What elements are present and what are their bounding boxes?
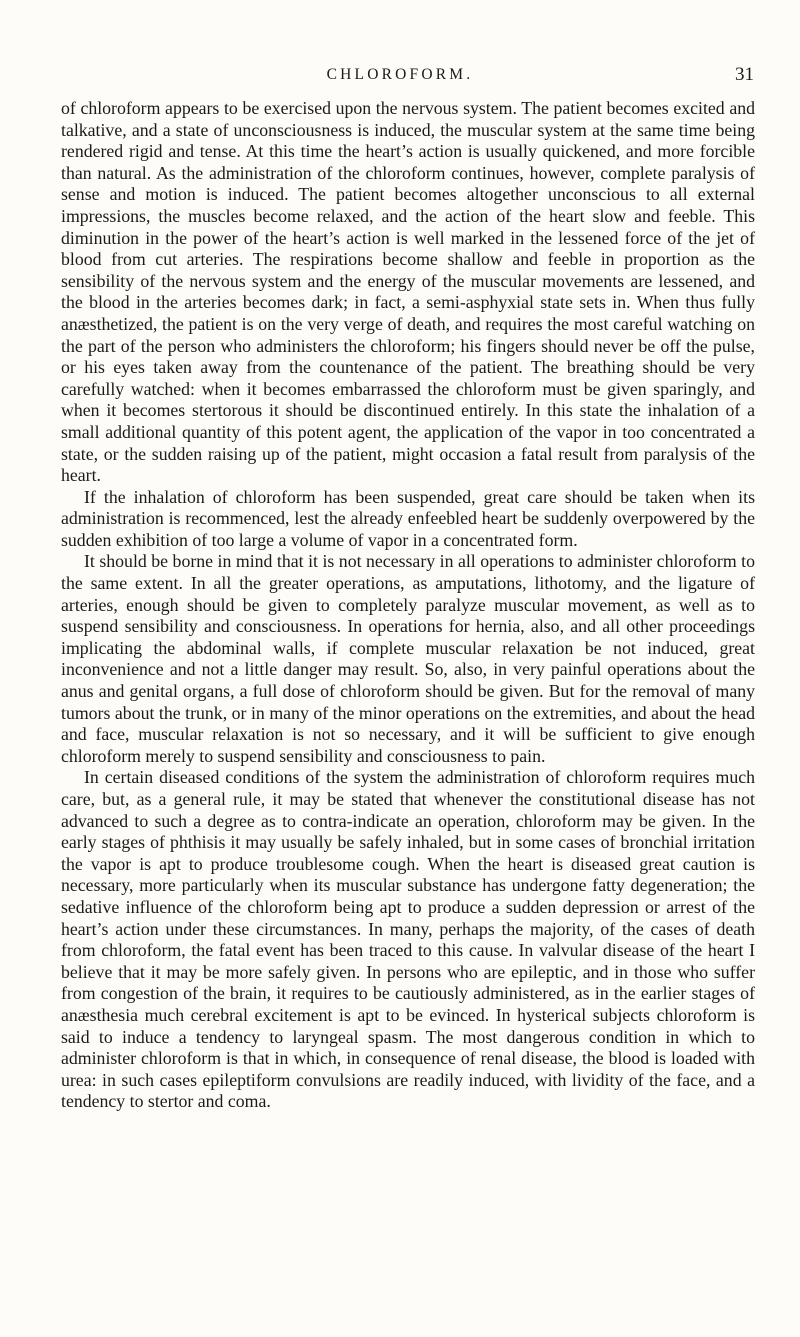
paragraph-continued: of chloroform appears to be exercised upon the nervous system. The patient becomes excited and talkative, and a state of unconsciousness is induced, the muscular system at the same time being rendered rigid and tense. At this time the heart’s action is usually quickened, and more forcible than natural. As the administration of the chloroform continues, however, complete paralysis of sense and motion is induced. The patient becomes altogether unconscious to all external impressions, the muscles become relaxed, and the action of the heart slow and feeble. This diminution in the power of the heart’s action is well marked in the lessened force of the jet of blood from cut arteries. The respirations become shallow and feeble in proportion as the sensibility of the nervous system and the energy of the muscular movements are lessened, and the blood in the arteries becomes dark; in fact, a semi-asphyxial state sets in. When thus fully anæsthetized, the patient is on the very verge of death, and requires the most careful watching on the part of the person who administers the chloroform; his fingers should never be off the pulse, or his eyes taken away from the countenance of the patient. The breathing should be very carefully watched: when it becomes embarrassed the chloroform must be given sparingly, and when it becomes stertorous it should be discontinued entirely. In this state the inhalation of a small additional quantity of this potent agent, the application of the vapor in too concentrated a state, or the sudden raising up of the patient, might occasion a fatal result from paralysis of the heart. — [61, 98, 755, 486]
paragraph: It should be borne in mind that it is not necessary in all operations to administer chloroform to the same extent. In all the greater operations, as amputations, lithotomy, and the ligature of arteries, enough should be given to completely paralyze muscular movement, as well as to suspend sensibility and consciousness. In operations for hernia, also, and all other proceedings implicating the abdominal walls, if complete muscular relaxation be not induced, great inconvenience and not a little danger may result. So, also, in very painful operations about the anus and genital organs, a full dose of chloroform should be given. But for the removal of many tumors about the trunk, or in many of the minor operations on the extremities, and about the head and face, muscular relaxation is not so necessary, and it will be sufficient to give enough chloroform merely to suspend sensibility and consciousness to pain. — [61, 551, 755, 766]
running-head — [0, 64, 800, 88]
body-text — [61, 98, 755, 1113]
paragraph: In certain diseased conditions of the system the administration of chloroform requires much care, but, as a general rule, it may be stated that whenever the constitutional disease has not advanced to such a degree as to contra-indicate an operation, chloroform may be given. In the early stages of phthisis it may usually be safely inhaled, but in some cases of bronchial irritation the vapor is apt to produce troublesome cough. When the heart is diseased great caution is necessary, more particularly when its muscular substance has undergone fatty degeneration; the sedative influence of the chloroform being apt to produce a sudden depression or arrest of the heart’s action under these circumstances. In many, perhaps the majority, of the cases of death from chloroform, the fatal event has been traced to this cause. In valvular disease of the heart I believe that it may be more safely given. In persons who are epileptic, and in those who suffer from congestion of the brain, it requires to be cautiously administered, as in the earlier stages of anæsthesia much cerebral excitement is apt to be evinced. In hysterical subjects chloroform is said to induce a tendency to laryngeal spasm. The most dangerous condition in which to administer chloroform is that in which, in consequence of renal disease, the blood is loaded with urea: in such cases epileptiform convulsions are readily induced, with lividity of the face, and a tendency to stertor and coma. — [61, 767, 755, 1112]
paragraph: If the inhalation of chloroform has been suspended, great care should be taken when its administration is recommenced, lest the already enfeebled heart be suddenly overpowered by the sudden exhibition of too large a volume of vapor in a concentrated form. — [61, 486, 755, 550]
page-number: 31 — [735, 64, 754, 85]
running-head-title: CHLOROFORM. — [326, 66, 474, 83]
